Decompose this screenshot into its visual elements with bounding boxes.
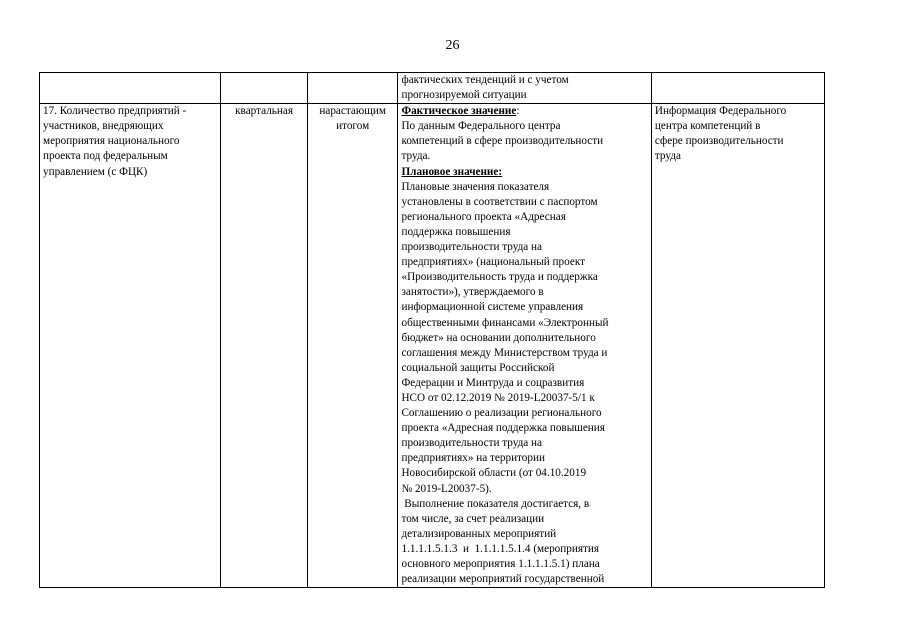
cell-description (398, 104, 651, 588)
planned-line: соглашения между Министерством труда и (401, 346, 608, 359)
planned-line: проекта «Адресная поддержка повышения (401, 422, 605, 435)
indicator-line: мероприятия национального (43, 135, 180, 148)
table-row-17 (40, 104, 825, 588)
method-line: нарастающим (319, 105, 386, 118)
indicator-table (39, 72, 825, 588)
method-line: итогом (336, 120, 370, 133)
planned-line: Соглашению о реализации регионального (401, 407, 602, 420)
execution-line: основного мероприятия 1.1.1.1.5.1) плана (401, 558, 600, 570)
cell-indicator-empty (40, 73, 221, 104)
indicator-line: 17. Количество предприятий - (43, 105, 187, 118)
execution-line: том числе, за счет реализации (401, 512, 545, 525)
planned-line: производительности труда на (401, 437, 543, 450)
planned-line: социальной защиты Российской (401, 361, 555, 374)
planned-line: предприятиях» на территории (401, 452, 545, 465)
execution-line: 1.1.1.1.5.1.3 и 1.1.1.1.5.1.4 (мероприятия (401, 542, 600, 555)
cell-method-empty (307, 73, 398, 104)
page-number: 26 (445, 38, 460, 53)
planned-line: «Производительность труда и поддержка (401, 271, 598, 284)
actual-heading-line (401, 104, 647, 119)
actual-heading-colon: : (516, 105, 520, 118)
source-line: труда (654, 150, 681, 163)
planned-line: бюджет» на основании дополнительного (401, 331, 596, 344)
planned-heading: Плановое значение: (401, 165, 503, 178)
text-line: фактических тенденций и с учетом (401, 74, 569, 86)
planned-line: № 2019-L20037-5). (401, 482, 492, 495)
cell-method (307, 104, 398, 588)
actual-line: По данным Федерального центра (401, 120, 561, 133)
planned-line: производительности труда на (401, 241, 543, 254)
planned-line: информационной системе управления (401, 301, 584, 314)
actual-heading: Фактическое значение (401, 105, 517, 118)
planned-line: общественными финансами «Электронный (401, 316, 609, 329)
cell-source (651, 104, 824, 588)
cell-source-empty (651, 73, 824, 104)
planned-line: поддержка повышения (401, 225, 511, 238)
periodicity-text: квартальная (235, 105, 293, 118)
source-line: центра компетенций в (654, 120, 761, 133)
planned-line: Плановые значения показателя (401, 180, 550, 193)
actual-line: компетенций в сфере производительности (401, 135, 604, 148)
planned-line: Новосибирской области (от 04.10.2019 (401, 467, 587, 480)
planned-line: регионального проекта «Адресная (401, 210, 566, 223)
cell-periodicity-empty (221, 73, 308, 104)
planned-line: НСО от 02.12.2019 № 2019-L20037-5/1 к (401, 391, 595, 404)
cell-description-continuation (398, 73, 651, 104)
execution-line: Выполнение показателя достигается, в (401, 497, 590, 510)
indicator-line: проекта под федеральным (43, 150, 168, 163)
text-line: прогнозируемой ситуации (401, 89, 527, 102)
execution-line: детализированных мероприятий (401, 527, 557, 540)
source-line: Информация Федерального (654, 105, 787, 118)
cell-periodicity (221, 104, 308, 588)
indicator-line: участников, внедряющих (43, 120, 164, 133)
planned-line: занятости»), утверждаемого в (401, 286, 544, 299)
planned-line: Федерации и Минтруда и соцразвития (401, 376, 585, 389)
table-row-continuation (40, 73, 825, 104)
planned-line: установлены в соответствии с паспортом (401, 195, 598, 208)
indicator-line: управлением (с ФЦК) (43, 165, 148, 178)
cell-indicator (40, 104, 221, 588)
source-line: сфере производительности (654, 135, 784, 148)
execution-line: реализации мероприятий государственной (401, 573, 605, 586)
actual-line: труда. (401, 150, 431, 163)
planned-line: предприятиях» (национальный проект (401, 256, 586, 269)
